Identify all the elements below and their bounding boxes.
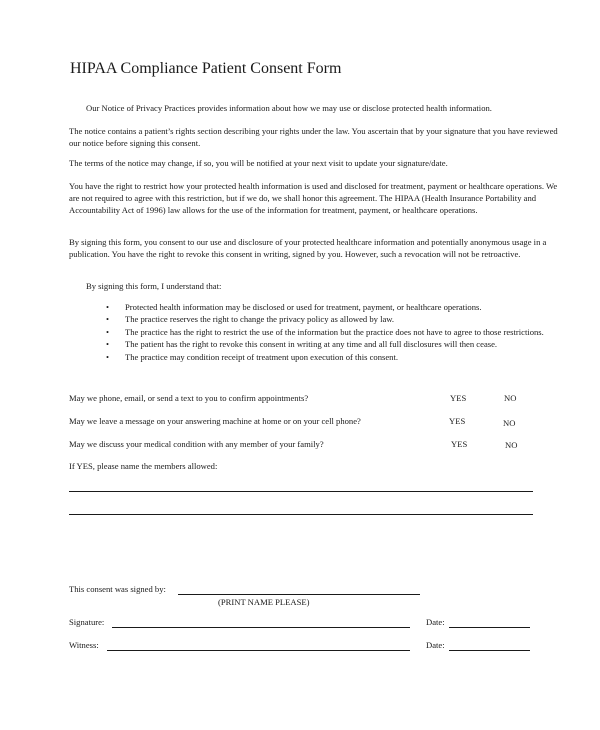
question-family: May we discuss your medical condition with any member of your family?	[69, 439, 324, 449]
restriction-paragraph: You have the right to restrict how your protected health information is used and disclosed for treatment, payment or healthcare operations. We are not required to agree with this restriction, but if we do, we shall honor this agreement. The HIPAA (Health Insurance Portability and Accountability Act of 1996) law allows for the use of the information for treatment, payment, or healthcare operations.	[69, 181, 558, 215]
list-item	[106, 302, 546, 314]
question-appointments: May we phone, email, or send a text to you to confirm appointments?	[69, 393, 309, 403]
yes-option-appointments[interactable]: YES	[450, 393, 467, 403]
list-item-text: The practice has the right to restrict the use of the information but the practice does not have to agree to those restrictions.	[125, 326, 544, 337]
list-item	[106, 327, 546, 339]
witness-line[interactable]	[107, 650, 410, 651]
list-item	[106, 352, 546, 364]
list-item-text: The practice may condition receipt of treatment upon execution of this consent.	[125, 351, 398, 362]
yes-option-family[interactable]: YES	[451, 439, 468, 449]
bullet-icon: •	[106, 339, 110, 350]
signed-by-line[interactable]	[178, 594, 420, 595]
witness-date-label: Date:	[426, 640, 445, 650]
list-item-text: Protected health information may be disclosed or used for treatment, payment, or healthcare operations.	[125, 302, 482, 312]
notice-change-paragraph: The terms of the notice may change, if so, you will be notified at your next visit to update your signature/date.	[69, 158, 448, 168]
bullet-icon: •	[106, 326, 110, 337]
notice-rights-paragraph: The notice contains a patient’s rights section describing your rights under the law. You ascertain that by your signature that you have reviewed our notice before signing this consent.	[69, 126, 558, 148]
understanding-list	[106, 302, 546, 364]
question-messages: May we leave a message on your answering machine at home or on your cell phone?	[69, 416, 361, 426]
no-option-appointments[interactable]: NO	[504, 393, 517, 403]
list-item	[106, 339, 546, 351]
signature-line[interactable]	[112, 627, 410, 628]
bullet-icon: •	[106, 314, 110, 325]
members-label: If YES, please name the members allowed:	[69, 461, 218, 471]
witness-date-line[interactable]	[449, 650, 530, 651]
witness-label: Witness:	[69, 640, 99, 650]
members-line-1[interactable]	[69, 491, 533, 492]
understand-intro: By signing this form, I understand that:	[86, 281, 222, 291]
consent-paragraph: By signing this form, you consent to our use and disclosure of your protected healthcare information and potentially anonymous usage in a publication. You have the right to revoke this consent in writing, signed by you. However, such a revocation will not be retroactive.	[69, 237, 547, 259]
no-option-family[interactable]: NO	[505, 440, 518, 450]
signature-date-line[interactable]	[449, 627, 530, 628]
bullet-icon: •	[106, 351, 110, 362]
list-item-text: The patient has the right to revoke this consent in writing at any time and all full disclosures will then cease.	[125, 339, 498, 350]
members-line-2[interactable]	[69, 514, 533, 515]
yes-option-messages[interactable]: YES	[449, 416, 466, 426]
signature-date-label: Date:	[426, 617, 445, 627]
print-name-label: (PRINT NAME PLEASE)	[218, 597, 310, 607]
intro-paragraph: Our Notice of Privacy Practices provides information about how we may use or disclose protected health information.	[86, 103, 492, 113]
form-title: HIPAA Compliance Patient Consent Form	[70, 60, 342, 77]
no-option-messages[interactable]: NO	[503, 418, 516, 428]
list-item	[106, 314, 546, 326]
signed-by-label: This consent was signed by:	[69, 584, 166, 594]
signature-label: Signature:	[69, 617, 105, 627]
bullet-icon: •	[106, 302, 110, 312]
list-item-text: The practice reserves the right to change the privacy policy as allowed by law.	[125, 314, 395, 325]
